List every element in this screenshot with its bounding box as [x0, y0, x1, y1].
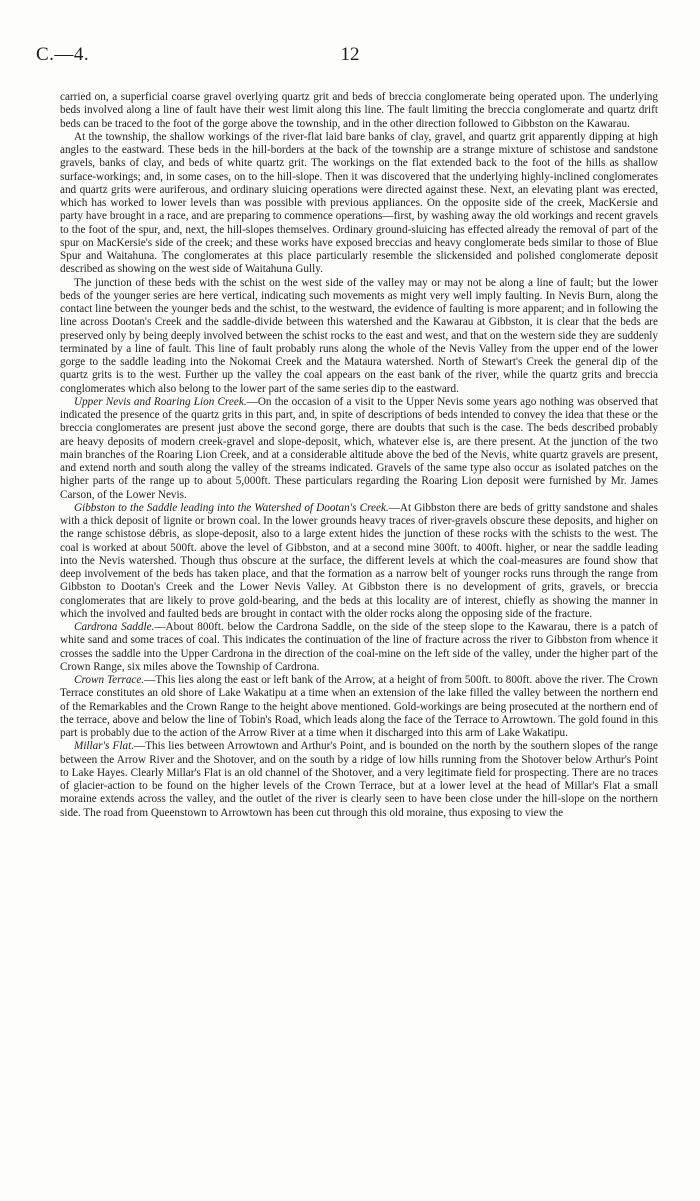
paragraph — [60, 91, 658, 131]
paragraph-text: —On the occasion of a visit to the Upper Nevis some years ago nothing was observed that indicated the presence of the quartz grits in this part, and, in spite of descriptions of beds intended to convey the idea that these or the breccia conglomerates are present just above the second gorge, there are doubts that such is the case. The beds described probably are heavy deposits of modern creek-gravel and slope-deposit, which, whatever else is, are there present. At the junction of the two main branches of the Roaring Lion Creek, and at a considerable altitude above the bed of the Nevis, white quartz gravels are present, and extend north and south along the valley of the streams indicated. Gravels of the same type also occur as isolated patches on the higher parts of the range up to about 5,000ft. These particulars regarding the Roaring Lion deposit were furnished by Mr. James Carson, of the Lower Nevis. — [60, 395, 658, 501]
section-heading: Upper Nevis and Roaring Lion Creek. — [74, 395, 247, 408]
paragraph-text: carried on, a superficial coarse gravel overlying quartz grit and beds of breccia conglomerate being operated upon. The underlying beds involved along a line of fault have their west limit along this line. The fault limiting the breccia conglomerate and quartz drift beds can be traced to the foot of the gorge above the township, and in the other direction followed to Gibbston on the Kawarau. — [60, 91, 658, 130]
paragraph — [60, 502, 658, 621]
section-heading: Cardrona Saddle. — [74, 621, 155, 633]
paragraph-text: —At Gibbston there are beds of gritty sandstone and shales with a thick deposit of lignite or brown coal. In the lower grounds heavy traces of river-gravels obscure these deposits, and higher on the range schistose débris, as slope-deposit, also to a large extent hides the junction of these rocks with the schists to the west. The coal is worked at about 500ft. above the level of Gibbston, and at a second mine 300ft. to 400ft. higher, or near the saddle leading into the Nevis watershed. Though thus obscure at the surface, the different levels at which the coal-measures are found show that deep involvement of the beds has taken place, and that the formation as a narrow belt of younger rocks runs through the range from Gibbston to Dootan's Creek and the Lower Nevis Valley. At Gibbston there is no development of grits, gravels, or breccia conglomerates that are likely to prove gold-bearing, and the beds at this locality are of interest, chiefly as showing the manner in which the involved and faulted beds are brought in contact with the older rocks along the opposing side of the fracture. — [60, 501, 658, 620]
paragraph-text: The junction of these beds with the schist on the west side of the valley may or may not be along a line of fault; but the lower beds of the younger series are here vertical, indicating such movements as might very well imply faulting. In Nevis Burn, along the contact line between the younger beds and the schist, to the westward, the evidence of faulting is more apparent; and in following the line across Dootan's Creek and the saddle-divide between this watershed and the Kawarau at Gibbston, it is clear that the beds are preserved only by being deeply involved between the schist rocks to the east and west, and that on the western side they are suddenly terminated by a line of fault. This line of fault probably runs along the whole of the Nevis Valley from the upper end of the lower gorge to the saddle leading into the Nokomai Creek and the Mataura watershed. North of Stewart's Creek the general dip of the quartz grits is to the west. Further up the valley the coal appears on the east bank of the river, while the quartz grits and breccia conglomerates which also belong to the lower part of the same series dip to the eastward. — [60, 276, 658, 395]
section-heading: Gibbston to the Saddle leading into the Watershed of Dootan's Creek. — [74, 501, 389, 514]
paragraph — [60, 396, 658, 502]
page-header — [36, 44, 664, 74]
paragraph-text: —About 800ft. below the Cardrona Saddle, on the side of the steep slope to the Kawarau, there is a patch of white sand and some traces of coal. This indicates the continuation of the line of fracture across the river to Gibbston from whence it crosses the saddle into the Upper Cardrona in the direction of the coal-mine on the left side of the valley, under the higher part of the Crown Range, six miles above the Township of Cardrona. — [60, 621, 658, 673]
paragraph-text: —This lies along the east or left bank of the Arrow, at a height of from 500ft. to 800ft. above the river. The Crown Terrace constitutes an old shore of Lake Wakatipu at a time when an extension of the lake filled the valley between the northern end of the Remarkables and the Crown Range to the height above mentioned. Gold-workings are being prosecuted at the northern end of the terrace, above and below the line of Tobin's Road, which leads along the face of the Terrace to Arrowtown. The gold found in this part is probably due to the action of the Arrow River at a time when it discharged into this arm of Lake Wakatipu. — [60, 674, 659, 739]
paragraph-text: —This lies between Arrowtown and Arthur's Point, and is bounded on the north by the southern slopes of the range between the Arrow River and the Shotover, and on the south by a ridge of low hills running from the Shotover below Arthur's Point to Lake Hayes. Clearly Millar's Flat is an old channel of the Shotover, and a very legitimate field for prospecting. There are no traces of glacier-action to be found on the higher levels of the Crown Terrace, but at a lower level at the head of Millar's Flat a small moraine extends across the valley, and the outlet of the river is clearly seen to have been close under the hill-slope on the northern side. The road from Queenstown to Arrowtown has been cut through this old moraine, thus exposing to view the — [60, 740, 658, 819]
paragraph-text: At the township, the shallow workings of the river-flat laid bare banks of clay, gravel, and quartz grit apparently dipping at high angles to the eastward. These beds in the hill-borders at the back of the township are a strange mixture of schistose and sandstone gravels, banks of clay, and beds of white quartz grit. The workings on the flat extended back to the foot of the hills as shallow surface-workings; and, in some cases, on to the hill-slope. Then it was discovered that the underlying highly-inclined conglomerates and quartz grits were auriferous, and ordinary sluicing operations were directed against these. Next, an elevating plant was erected, which has worked to lower levels than was possible with previous appliances. On the opposite side of the creek, MacKersie and party have brought in a race, and are preparing to commence operations—first, by washing away the old workings and recent gravels to the foot of the spur, and, next, the hill-slopes themselves. Ordinary ground-sluicing has effected already the removal of part of the spur on MacKersie's side of the creek; and these works have exposed breccias and heavy conglomerate beds similar to those of Blue Spur and Waitahuna. The conglomerates at this place particularly resemble the slickensided and polished conglomerate deposit described as showing on the west side of Waitahuna Gully. — [60, 130, 658, 276]
paragraph — [60, 674, 658, 740]
section-heading: Crown Terrace. — [74, 674, 145, 686]
paragraph — [60, 740, 658, 820]
page-number: 12 — [340, 44, 360, 65]
paper-reference: C.—4. — [36, 44, 90, 65]
paragraph — [60, 621, 658, 674]
body-text — [60, 91, 658, 820]
paragraph — [60, 131, 658, 277]
paragraph — [60, 277, 658, 396]
section-heading: Millar's Flat. — [74, 740, 134, 753]
